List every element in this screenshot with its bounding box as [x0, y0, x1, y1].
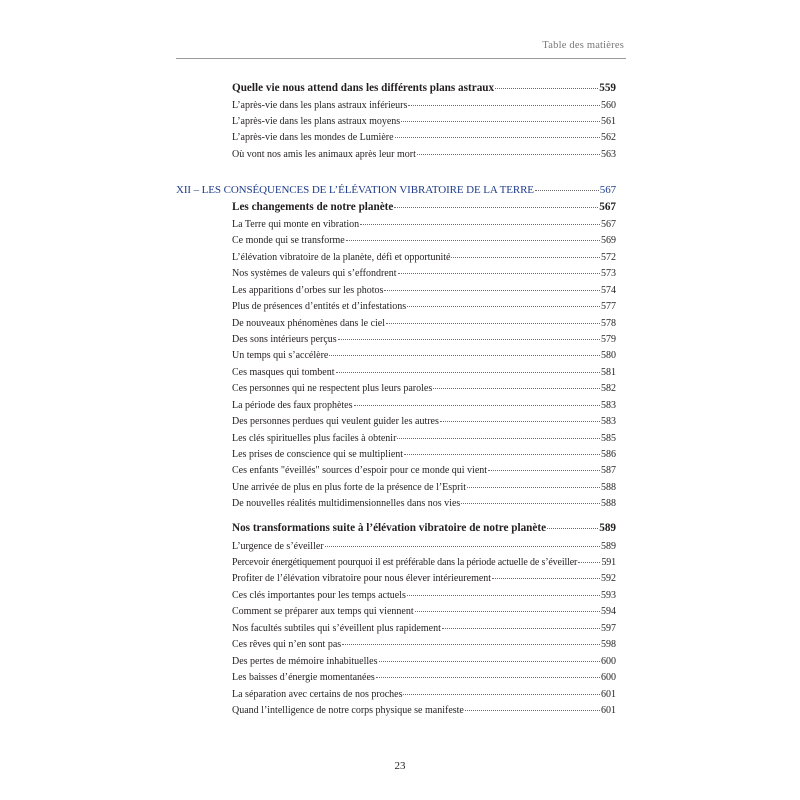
entry-title: La période des faux prophètes — [232, 400, 353, 411]
entry-title: L’après-vie dans les mondes de Lumière — [232, 132, 394, 143]
leader-dots — [401, 121, 600, 122]
leader-dots — [407, 306, 600, 307]
toc-entry[interactable] — [232, 541, 616, 553]
entry-title: Un temps qui s’accélère — [232, 350, 329, 361]
leader-dots — [417, 154, 600, 155]
leader-dots — [338, 339, 600, 340]
entry-page: 600 — [601, 656, 616, 667]
entry-title: L’élévation vibratoire de la planète, défi et opportunité — [232, 252, 451, 263]
entry-page: 574 — [601, 285, 616, 296]
entry-title: Les apparitions d’orbes sur les photos — [232, 285, 384, 296]
entry-page: 561 — [601, 116, 616, 127]
leader-dots — [342, 644, 600, 645]
leader-dots — [465, 710, 600, 711]
leader-dots — [404, 454, 600, 455]
toc-entry[interactable] — [232, 590, 616, 602]
leader-dots — [398, 273, 600, 274]
page-number: 23 — [394, 760, 406, 772]
toc-entry[interactable] — [232, 132, 616, 144]
entry-title: Des personnes perdues qui veulent guider les autres — [232, 416, 439, 427]
toc-entry[interactable] — [232, 149, 616, 161]
entry-title: Profiter de l’élévation vibratoire pour nous élever intérieurement — [232, 573, 492, 584]
entry-title: Percevoir énergétiquement pourquoi il est préférable dans la période actuelle de s’éveiller — [232, 557, 578, 568]
entry-title: De nouvelles réalités multidimensionnelles dans nos vies — [232, 498, 461, 509]
toc-entry[interactable] — [232, 623, 616, 635]
leader-dots — [440, 421, 600, 422]
toc-entry[interactable] — [232, 301, 616, 313]
leader-dots — [433, 388, 600, 389]
entry-page: 563 — [601, 149, 616, 160]
toc-chapter-heading[interactable] — [176, 184, 616, 196]
entry-page: 567 — [599, 201, 616, 213]
entry-title: Ce monde qui se transforme — [232, 235, 345, 246]
entry-title: Nos transformations suite à l’élévation vibratoire de notre planète — [232, 522, 547, 534]
leader-dots — [394, 207, 598, 208]
entry-title: Quand l’intelligence de notre corps physique se manifeste — [232, 705, 464, 716]
entry-title: Les clés spirituelles plus faciles à obtenir — [232, 433, 397, 444]
leader-dots — [360, 224, 600, 225]
leader-dots — [408, 105, 600, 106]
toc-entry[interactable] — [232, 367, 616, 379]
leader-dots — [346, 240, 600, 241]
entry-page: 586 — [601, 449, 616, 460]
entry-page: 589 — [601, 541, 616, 552]
toc-entry-section[interactable] — [232, 522, 616, 534]
entry-title: Ces personnes qui ne respectent plus leurs paroles — [232, 383, 433, 394]
entry-page: 582 — [601, 383, 616, 394]
toc-entry[interactable] — [232, 318, 616, 330]
leader-dots — [535, 190, 599, 191]
toc-entry[interactable] — [232, 400, 616, 412]
leader-dots — [395, 137, 600, 138]
running-head: Table des matières — [542, 40, 624, 51]
entry-title: La séparation avec certains de nos proches — [232, 689, 403, 700]
entry-title: De nouveaux phénomènes dans le ciel — [232, 318, 386, 329]
entry-page: 597 — [601, 623, 616, 634]
chapter-title: XII – LES CONSÉQUENCES DE L’ÉLÉVATION VIBRATOIRE DE LA TERRE — [176, 184, 534, 196]
entry-title: Ces masques qui tombent — [232, 367, 335, 378]
entry-page: 589 — [599, 522, 616, 534]
toc-entry[interactable] — [232, 416, 616, 428]
entry-title: Des sons intérieurs perçus — [232, 334, 337, 345]
entry-title: La Terre qui monte en vibration — [232, 219, 360, 230]
leader-dots — [547, 528, 598, 529]
leader-dots — [488, 470, 600, 471]
entry-page: 598 — [601, 639, 616, 650]
leader-dots — [578, 562, 600, 563]
entry-title: Nos systèmes de valeurs qui s’effondrent — [232, 268, 397, 279]
toc-entry[interactable] — [232, 433, 616, 445]
entry-page: 600 — [601, 672, 616, 683]
entry-page: 562 — [601, 132, 616, 143]
leader-dots — [336, 372, 601, 373]
toc-entry[interactable] — [232, 705, 616, 717]
toc-entry[interactable] — [232, 482, 616, 494]
leader-dots — [492, 578, 600, 579]
leader-dots — [467, 487, 600, 488]
entry-page: 583 — [601, 416, 616, 427]
entry-title: Une arrivée de plus en plus forte de la présence de l’Esprit — [232, 482, 467, 493]
entry-title: Les prises de conscience qui se multiplient — [232, 449, 404, 460]
entry-page: 579 — [601, 334, 616, 345]
toc-entry[interactable] — [232, 465, 616, 477]
toc-entry[interactable] — [232, 606, 616, 618]
entry-page: 601 — [601, 705, 616, 716]
entry-page: 580 — [601, 350, 616, 361]
entry-page: 591 — [601, 557, 616, 568]
toc-entry[interactable] — [232, 557, 616, 569]
toc-entry[interactable] — [232, 252, 616, 264]
toc-entry[interactable] — [232, 639, 616, 651]
entry-title: L’après-vie dans les plans astraux moyens — [232, 116, 401, 127]
entry-page: 585 — [601, 433, 616, 444]
entry-page: 587 — [601, 465, 616, 476]
toc-entry[interactable] — [232, 285, 616, 297]
entry-page: 559 — [599, 82, 616, 94]
leader-dots — [379, 661, 600, 662]
entry-page: 572 — [601, 252, 616, 263]
toc-entry[interactable] — [232, 268, 616, 280]
entry-title: L’après-vie dans les plans astraux inférieurs — [232, 100, 408, 111]
entry-title: Des pertes de mémoire inhabituelles — [232, 656, 378, 667]
toc-entry-section[interactable] — [232, 201, 616, 213]
entry-page: 577 — [601, 301, 616, 312]
toc-entry[interactable] — [232, 498, 616, 510]
entry-title: Ces clés importantes pour les temps actuels — [232, 590, 406, 601]
toc-entry[interactable] — [232, 235, 616, 247]
entry-title: Ces rêves qui n’en sont pas — [232, 639, 342, 650]
leader-dots — [495, 88, 598, 89]
entry-title: Les changements de notre planète — [232, 201, 394, 213]
chapter-page: 567 — [599, 184, 616, 196]
entry-page: 594 — [601, 606, 616, 617]
entry-page: 578 — [601, 318, 616, 329]
entry-page: 569 — [601, 235, 616, 246]
entry-title: Ces enfants "éveillés" sources d’espoir pour ce monde qui vient — [232, 465, 488, 476]
entry-title: Où vont nos amis les animaux après leur mort — [232, 149, 416, 160]
toc-entry[interactable] — [232, 383, 616, 395]
leader-dots — [386, 323, 600, 324]
toc-entry[interactable] — [232, 334, 616, 346]
leader-dots — [403, 694, 600, 695]
leader-dots — [407, 595, 600, 596]
toc-entry[interactable] — [232, 350, 616, 362]
leader-dots — [329, 355, 600, 356]
entry-title: Les baisses d’énergie momentanées — [232, 672, 375, 683]
toc-entry[interactable] — [232, 672, 616, 684]
leader-dots — [461, 503, 600, 504]
leader-dots — [442, 628, 600, 629]
toc-entry[interactable] — [232, 100, 616, 112]
entry-title: L’urgence de s’éveiller — [232, 541, 324, 552]
entry-page: 583 — [601, 400, 616, 411]
leader-dots — [384, 290, 600, 291]
entry-page: 560 — [601, 100, 616, 111]
leader-dots — [415, 611, 600, 612]
entry-title: Quelle vie nous attend dans les différents plans astraux — [232, 82, 495, 94]
entry-page: 592 — [601, 573, 616, 584]
entry-page: 588 — [601, 498, 616, 509]
leader-dots — [376, 677, 600, 678]
header-rule — [176, 58, 626, 59]
entry-page: 573 — [601, 268, 616, 279]
entry-page: 581 — [601, 367, 616, 378]
entry-page: 588 — [601, 482, 616, 493]
toc-entry[interactable] — [232, 116, 616, 128]
leader-dots — [451, 257, 600, 258]
toc-entry[interactable] — [232, 656, 616, 668]
toc-entry-section[interactable] — [232, 82, 616, 94]
entry-title: Plus de présences d’entités et d’infestations — [232, 301, 407, 312]
entry-page: 567 — [601, 219, 616, 230]
toc-entry[interactable] — [232, 689, 616, 701]
entry-page: 601 — [601, 689, 616, 700]
entry-page: 593 — [601, 590, 616, 601]
toc-entry[interactable] — [232, 573, 616, 585]
entry-title: Comment se préparer aux temps qui viennent — [232, 606, 414, 617]
toc-entry[interactable] — [232, 219, 616, 231]
leader-dots — [354, 405, 600, 406]
entry-title: Nos facultés subtiles qui s’éveillent plus rapidement — [232, 623, 441, 634]
toc-entry[interactable] — [232, 449, 616, 461]
leader-dots — [397, 438, 600, 439]
leader-dots — [325, 546, 600, 547]
